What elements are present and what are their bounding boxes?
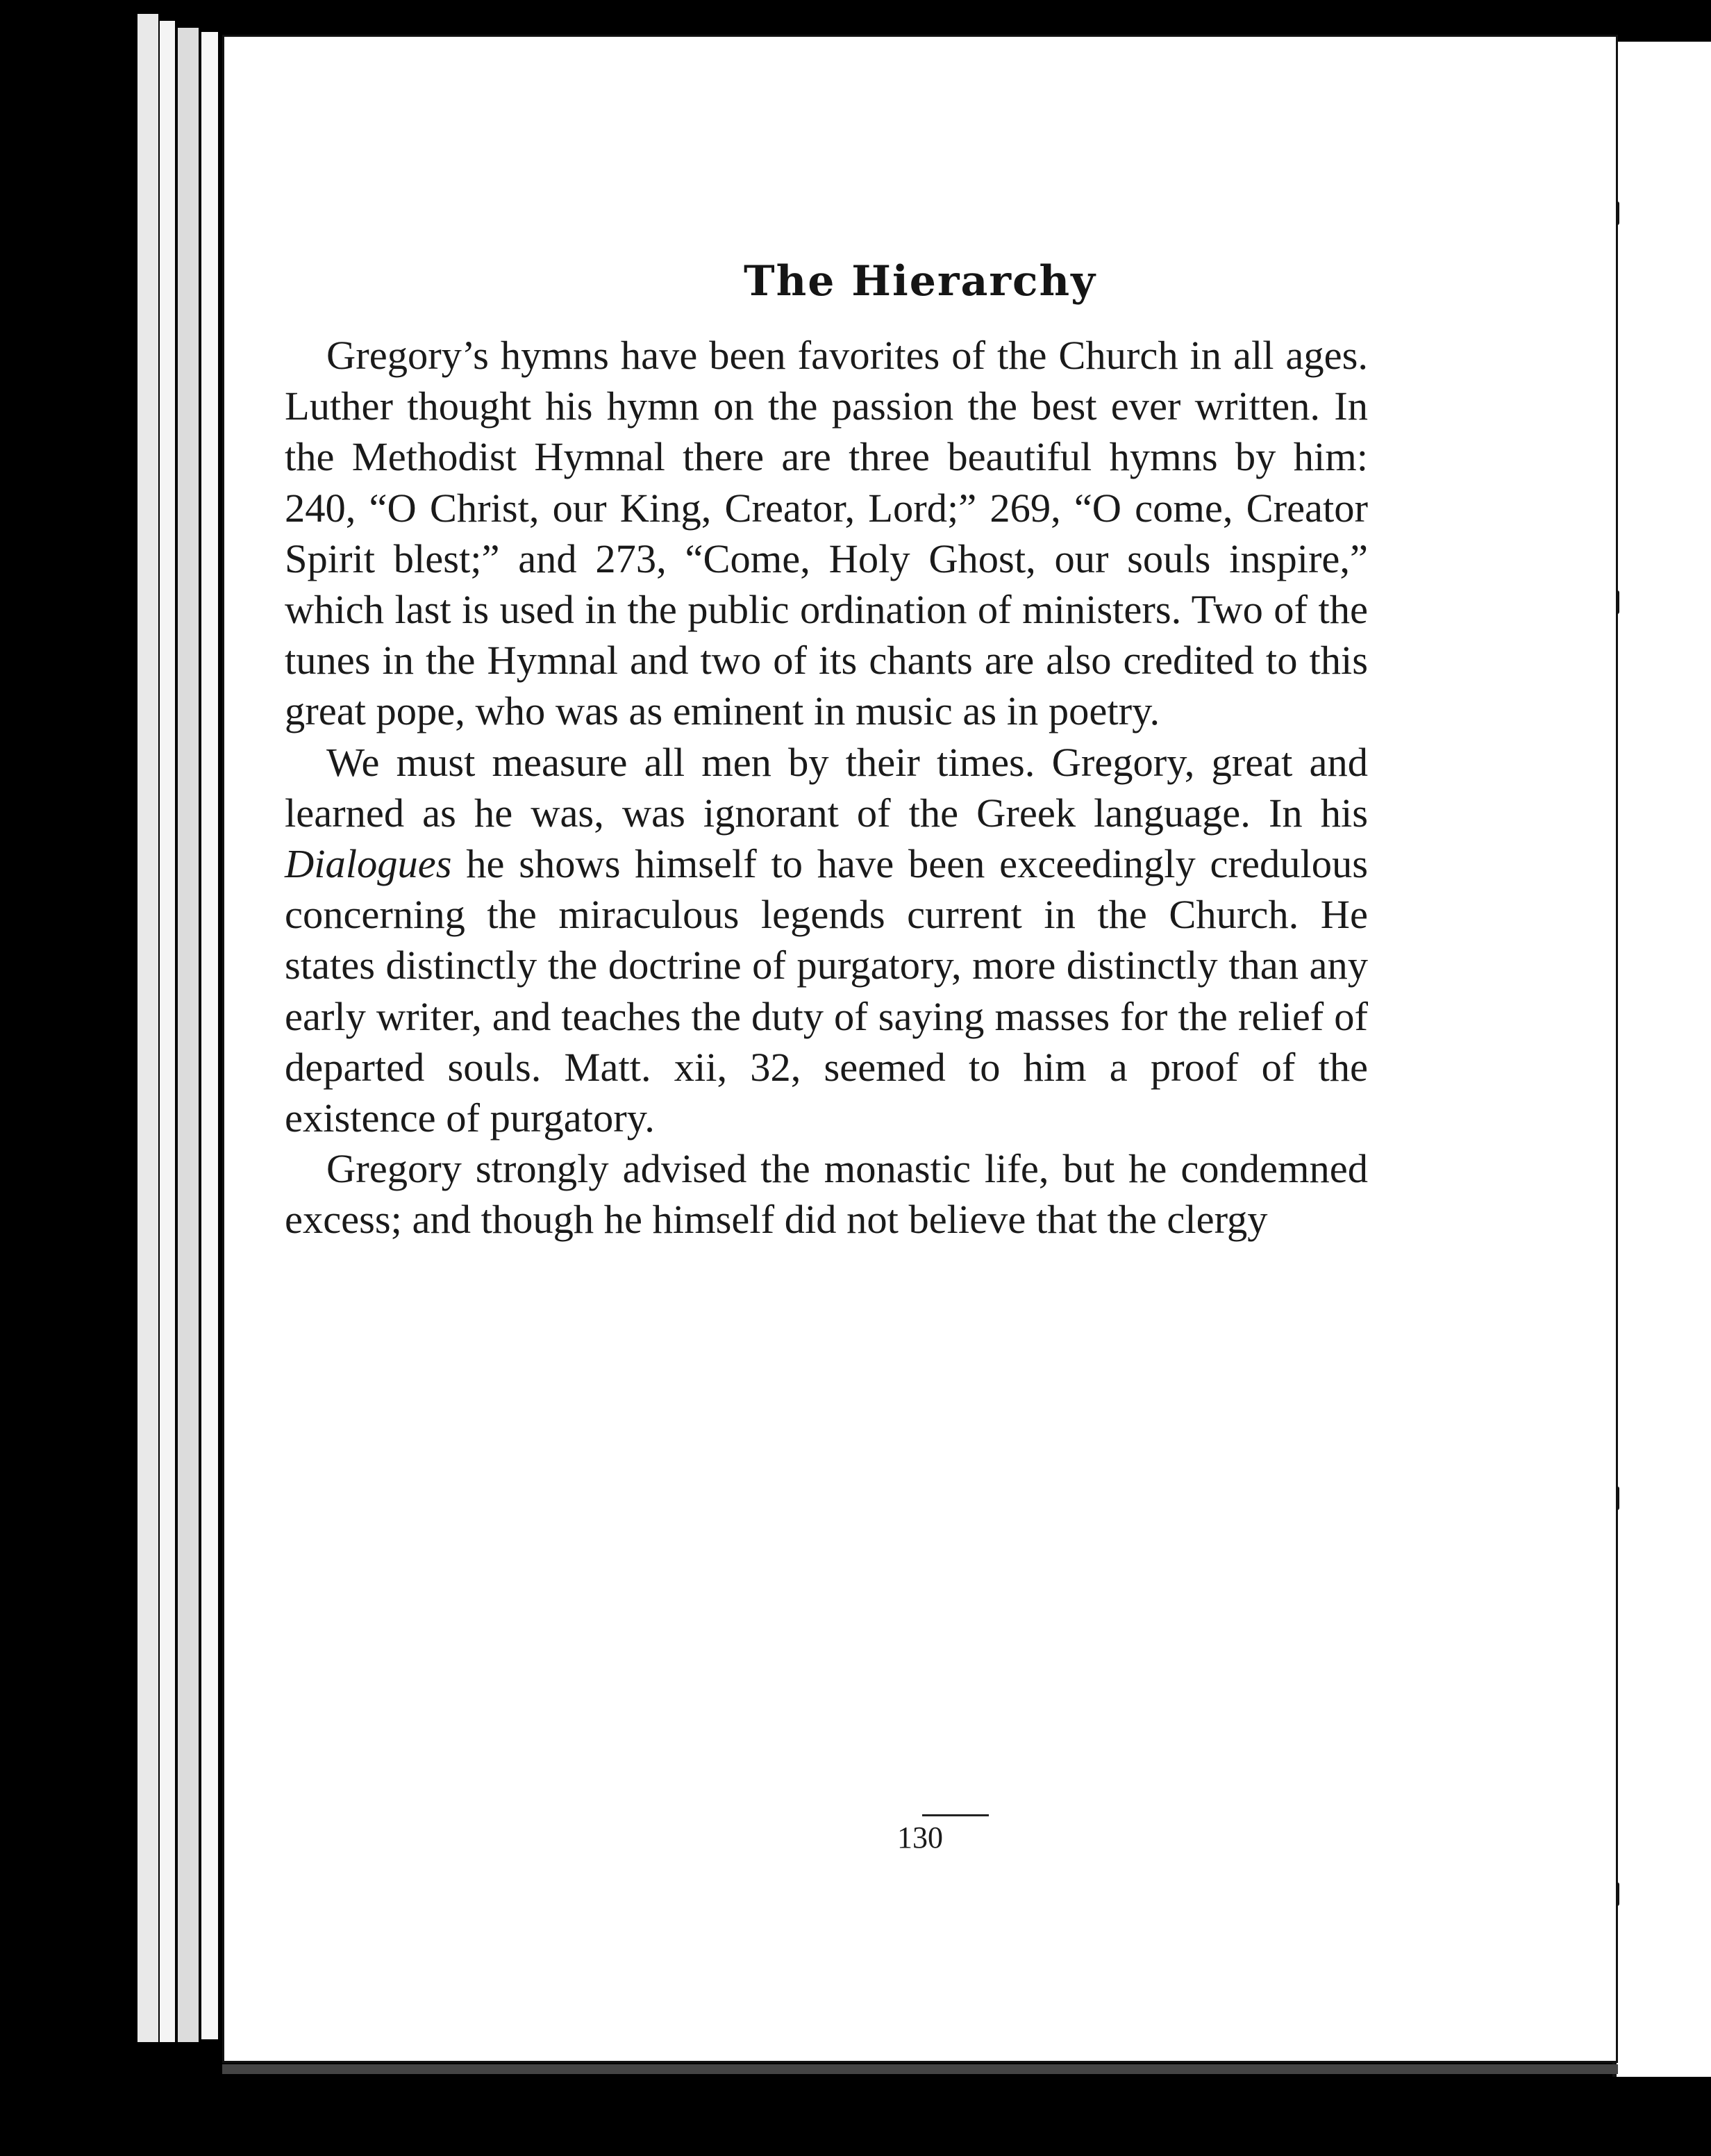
page-edge bbox=[201, 32, 218, 2039]
book-title-italic: Dialogues bbox=[285, 841, 452, 887]
page-edge bbox=[160, 21, 175, 2042]
body-text bbox=[285, 330, 1368, 1245]
page-edge bbox=[137, 14, 158, 2042]
facing-page-gutter bbox=[1612, 42, 1711, 2077]
page-number: 130 bbox=[897, 1821, 943, 1855]
paragraph-1: Gregory’s hymns have been favorites of the Church in all ages. Luther thought his hymn on the passion the best ever written. In the Methodist Hymnal there are three beautiful hymns by him: 240, “O Christ, our King, Creator, Lord;” 269, “O come, Creator Spirit blest;” and 273, “Come, Holy Ghost, our souls inspire,” which last is used in the public ordination of ministers. Two of the tunes in the Hymnal and two of its chants are also credited to this great pope, who was as eminent in music as in poetry. bbox=[285, 333, 1368, 734]
page-number-rule bbox=[922, 1814, 989, 1816]
page-bottom-shadow bbox=[222, 2064, 1618, 2074]
paragraph-2-text-a: We must measure all men by their times. Gregory, great and learned as he was, was ignorant of the Greek language. In his bbox=[285, 739, 1368, 836]
running-head: The Hierarchy bbox=[743, 257, 1097, 306]
paragraph-2 bbox=[285, 737, 1368, 1144]
page-edge bbox=[178, 28, 199, 2042]
paragraph-2-text-b: he shows himself to have been exceedingly credulous concerning the miraculous legends current in the Church. He states distinctly the doctrine of purgatory, more distinctly than any early writer, and teaches the duty of saying masses for the relief of departed souls. Matt. xii, 32, seemed to him a proof of the existence of purgatory. bbox=[285, 841, 1368, 1141]
paragraph-3: Gregory strongly advised the monastic life, but he condemned excess; and though he himself did not believe that the clergy bbox=[285, 1146, 1368, 1243]
